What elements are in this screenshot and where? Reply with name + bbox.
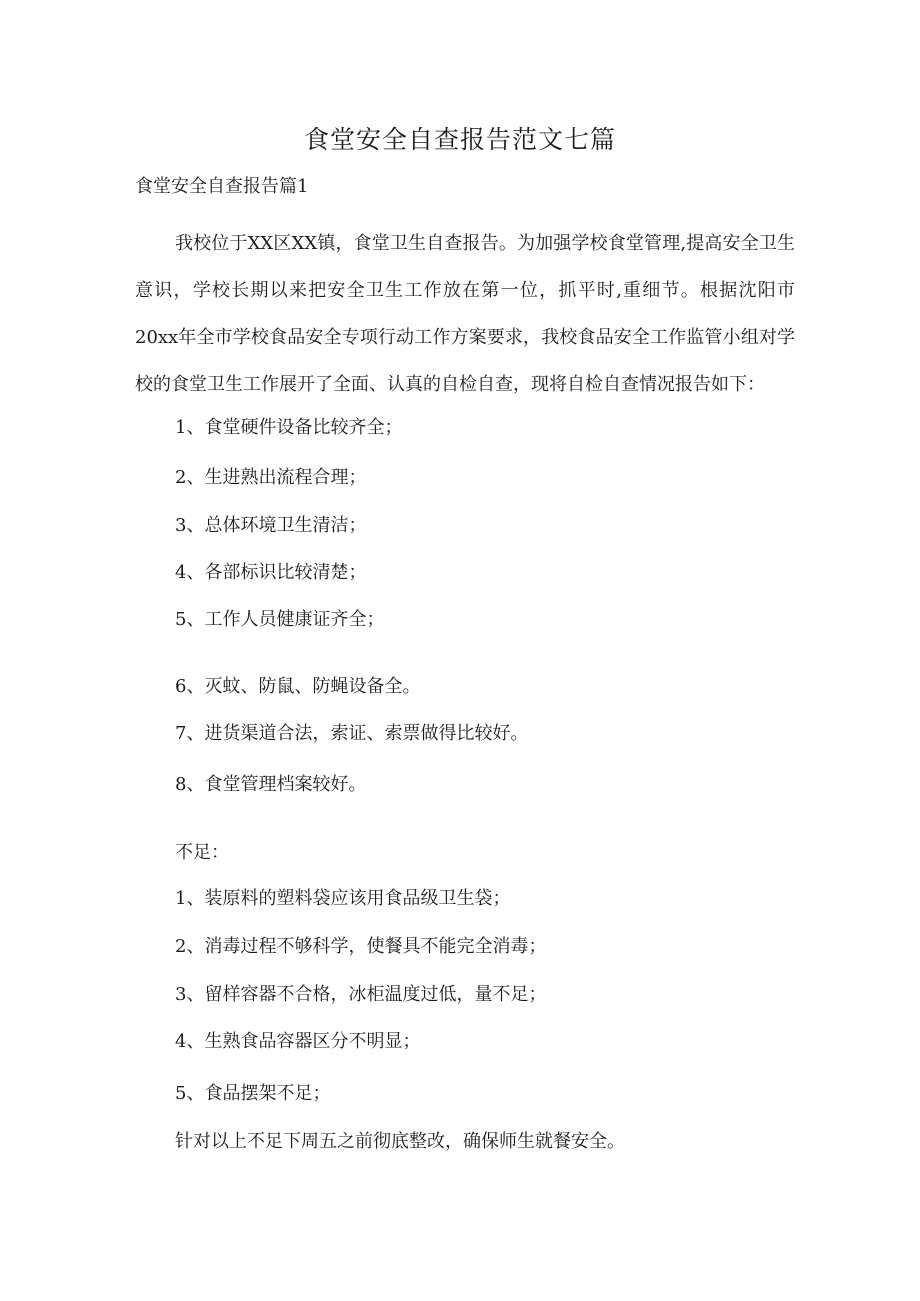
shortcoming-item: 5、食品摆架不足； (175, 1083, 331, 1104)
section-heading: 食堂安全自查报告篇1 (135, 176, 309, 197)
shortcoming-item: 2、消毒过程不够科学，使餐具不能完全消毒； (175, 936, 547, 957)
document-title: 食堂安全自查报告范文七篇 (303, 125, 616, 154)
finding-item: 1、食堂硬件设备比较齐全； (175, 417, 403, 438)
finding-item: 7、进货渠道合法，索证、索票做得比较好。 (175, 723, 529, 744)
shortcoming-item: 3、留样容器不合格，冰柜温度过低，量不足； (175, 984, 547, 1005)
intro-paragraph: 我校位于XX区XX镇，食堂卫生自查报告。为加强学校食堂管理,提高安全卫生意识，学校长期以来把安全卫生工作放在第一位，抓平时,重细节。根据沈阳市20xx年全市学校食品安全专项行动工作方案要求，我校食品安全工作监管小组对学校的食堂卫生工作展开了全面、认真的自检自查，现将自检自查情况报告如下： (135, 233, 795, 395)
finding-item: 5、工作人员健康证齐全； (175, 609, 385, 630)
finding-item: 3、总体环境卫生清洁； (175, 515, 367, 536)
shortcomings-heading: 不足： (175, 842, 229, 863)
conclusion-text: 针对以上不足下周五之前彻底整改，确保师生就餐安全。 (175, 1131, 625, 1152)
finding-item: 4、各部标识比较清楚； (175, 562, 367, 583)
finding-item: 8、食堂管理档案较好。 (175, 774, 367, 795)
finding-item: 2、生进熟出流程合理； (175, 467, 367, 488)
shortcoming-item: 4、生熟食品容器区分不明显； (175, 1031, 421, 1052)
shortcoming-item: 1、装原料的塑料袋应该用食品级卫生袋； (175, 888, 511, 909)
finding-item: 6、灭蚊、防鼠、防蝇设备全。 (175, 676, 421, 697)
